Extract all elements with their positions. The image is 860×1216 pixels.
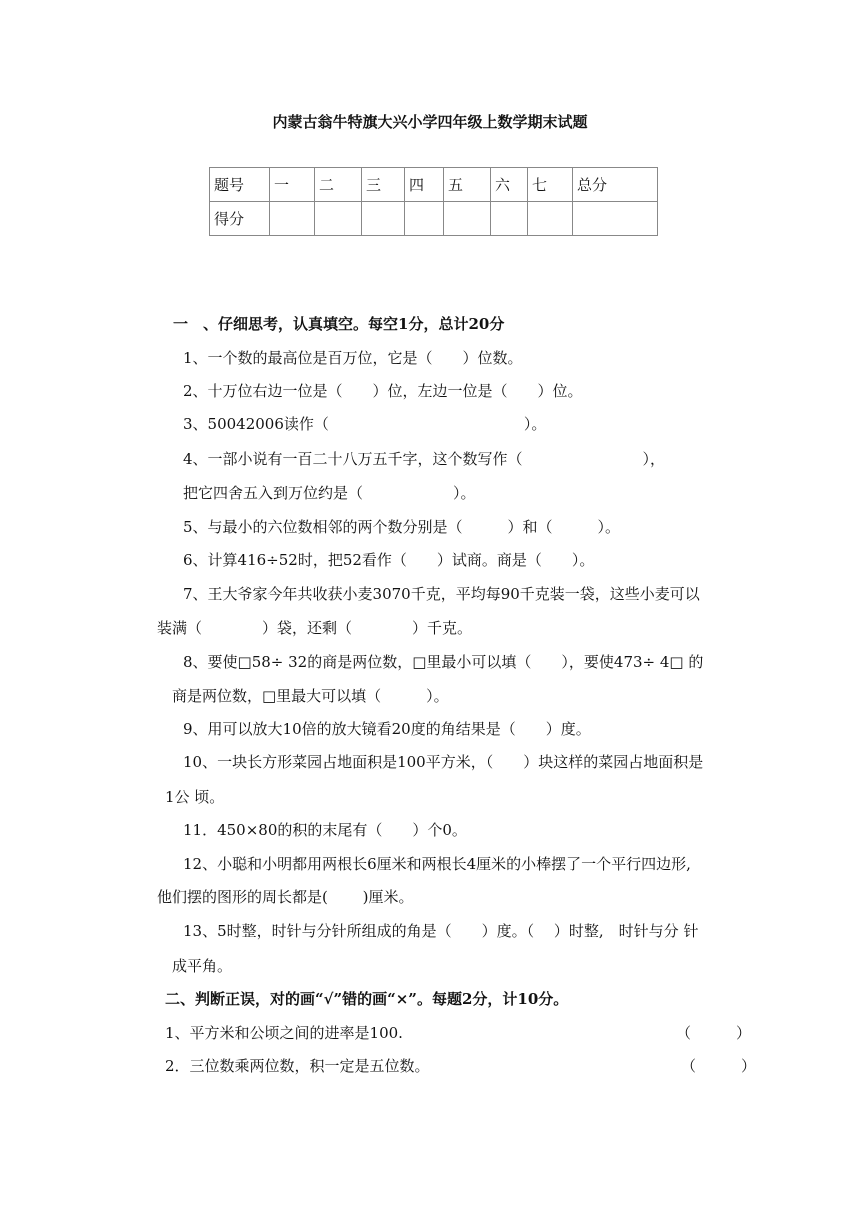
score-cell: [362, 202, 405, 236]
judge-item-text: 1、平方米和公顷之间的进率是100.: [165, 1024, 403, 1042]
section2-heading: 二、判断正误，对的画“√”错的画“×”。每题2分，计10分。: [165, 990, 569, 1008]
page-title: 内蒙古翁牛特旗大兴小学四年级上数学期末试题: [272, 113, 588, 131]
table-row-label: 得分: [210, 202, 270, 236]
score-table-score-row: [210, 202, 658, 236]
question-line: 8、要使□58÷ 32的商是两位数，□里最小可以填（ ），要使473÷ 4□ 的: [183, 653, 704, 671]
table-header-cell: 一: [270, 168, 315, 202]
score-cell: [528, 202, 573, 236]
question-line: 1、一个数的最高位是百万位，它是（ ）位数。: [183, 349, 523, 367]
score-cell: [573, 202, 658, 236]
score-table-header-row: [210, 168, 658, 202]
table-header-cell: 七: [528, 168, 573, 202]
score-cell: [405, 202, 444, 236]
question-line: 2、十万位右边一位是（ ）位，左边一位是（ ）位。: [183, 382, 583, 400]
table-header-cell: 五: [444, 168, 491, 202]
question-line: 5、与最小的六位数相邻的两个数分别是（ ）和（ ）。: [183, 518, 621, 536]
score-cell: [315, 202, 362, 236]
question-line: 6、计算416÷52时，把52看作（ ）试商。商是（ ）。: [183, 551, 595, 569]
table-header-cell: 四: [405, 168, 444, 202]
question-line: 装满（ ）袋，还剩（ ）千克。: [157, 619, 473, 637]
score-cell: [444, 202, 491, 236]
answer-bracket: （ ）: [681, 1057, 757, 1075]
table-header-cell: 六: [491, 168, 528, 202]
answer-bracket: （ ）: [676, 1024, 752, 1042]
table-header-cell: 二: [315, 168, 362, 202]
section1-heading: 一 、仔细思考，认真填空。每空1分，总计20分: [173, 315, 505, 333]
question-line: 商是两位数，□里最大可以填（ ）。: [172, 687, 449, 705]
table-header-cell: 题号: [210, 168, 270, 202]
table-header-cell: 总分: [573, 168, 658, 202]
question-line: 13、5时整，时针与分针所组成的角是（ ）度。（ ）时整, 时针与分 针: [183, 922, 699, 940]
question-line: 成平角。: [172, 957, 233, 975]
question-line: 7、王大爷家今年共收获小麦3070千克，平均每90千克装一袋，这些小麦可以: [183, 585, 700, 603]
question-line: 10、一块长方形菜园占地面积是100平方米，（ ）块这样的菜园占地面积是: [183, 753, 704, 771]
question-line: 他们摆的图形的周长都是( )厘米。: [157, 888, 414, 906]
question-line: 12、小聪和小明都用两根长6厘米和两根长4厘米的小棒摆了一个平行四边形,: [183, 855, 691, 873]
question-line: 11．450×80的积的末尾有（ ）个0。: [183, 821, 467, 839]
judge-item-text: 2．三位数乘两位数，积一定是五位数。: [165, 1057, 430, 1075]
question-line: 1公 顷。: [165, 788, 225, 806]
score-cell: [270, 202, 315, 236]
score-table: [209, 167, 658, 236]
score-cell: [491, 202, 528, 236]
question-line: 3、50042006读作（ ）。: [183, 415, 547, 433]
question-line: 9、用可以放大10倍的放大镜看20度的角结果是（ ）度。: [183, 720, 591, 738]
question-line: 把它四舍五入到万位约是（ ）。: [183, 484, 476, 502]
table-header-cell: 三: [362, 168, 405, 202]
question-line: 4、一部小说有一百二十八万五千字，这个数写作（ ），: [183, 450, 666, 468]
